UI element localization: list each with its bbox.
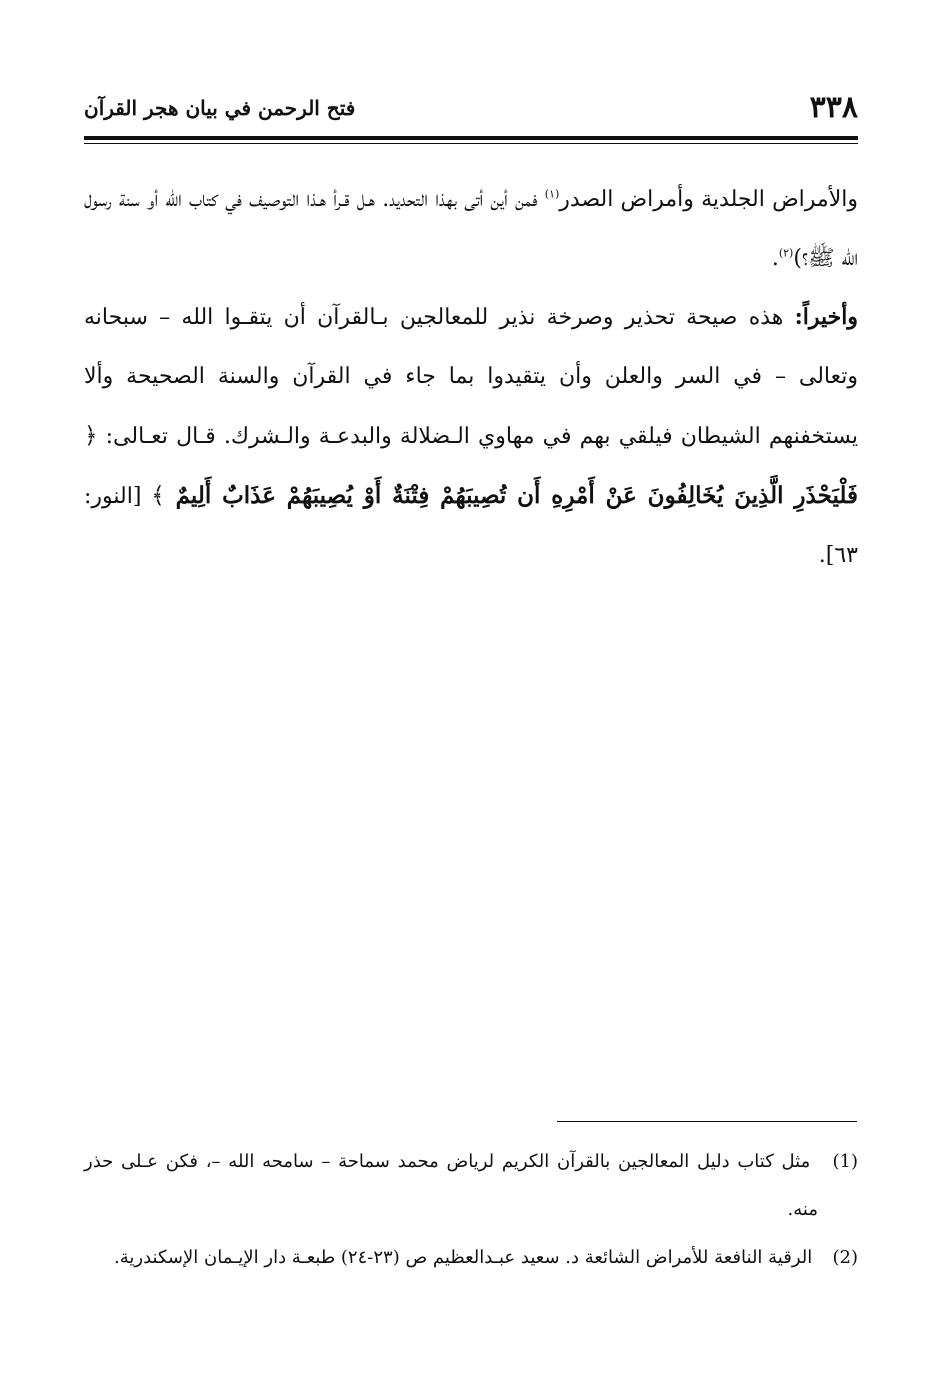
paragraph-1 — [84, 170, 858, 288]
footnote-2-number: (2) — [832, 1247, 858, 1268]
footnote-ref-2: (٢) — [778, 246, 794, 260]
paragraph-2-text: هذه صيحة تحذير وصرخة نذير للمعالجين بـالقرآن أن يتقـوا الله – سبحانه وتعالى – في السر والعلن وأن يتقيدوا بما جاء في القرآن والسنة الصحيحة وألا يستخفنهم الشيطان فيلقي بهم في مهاوي الـضلالة والبدعـة والـشرك. قـال تعـالى: — [84, 305, 858, 449]
paragraph-1-text: والأمراض الجلدية وأمراض الصدر — [559, 187, 858, 212]
footnote-1-text: مثل كتاب دليل المعالجين بالقرآن الكريم لرياض محمد سماحة – سامحه الله –، فكن عـلى حذر منه. — [84, 1151, 818, 1220]
footnote-2-text: الرقية النافعة للأمراض الشائعة د. سعيد عبـدالعظيم ص (٢٣-٢٤) طبعـة دار الإيـمان الإسكندرية. — [114, 1247, 813, 1268]
quran-verse: فَلْيَحْذَرِ الَّذِينَ يُخَالِفُونَ عَنْ أَمْرِهِ أَن تُصِيبَهُمْ فِتْنَةٌ أَوْ يُصِيبَهُمْ عَذَابٌ أَلِيمٌ — [175, 482, 858, 509]
footnote-ref-1: (١) — [544, 187, 560, 201]
footnote-2 — [84, 1234, 858, 1282]
footnote-separator — [557, 1121, 857, 1122]
paragraph-1-end: . — [771, 246, 779, 271]
footnotes — [84, 1138, 858, 1282]
page-header — [84, 88, 858, 132]
footnote-1 — [84, 1138, 858, 1234]
footnote-1-number: (1) — [832, 1151, 858, 1172]
page-number: ٣٣٨ — [809, 90, 858, 125]
header-rule-thin — [84, 143, 858, 144]
verse-citation: [النور: ٦٣]. — [84, 484, 858, 568]
running-title: فتح الرحمن في بيان هجر القرآن — [84, 96, 356, 120]
verse-close-bracket: ﴾ — [151, 483, 165, 509]
paragraph-2 — [84, 288, 858, 585]
main-text — [84, 170, 858, 585]
paragraph-1-text-2: فمن أين أتى بهذا التحديد. هـل قـرأ هـذا التوصيف في كتاب الله أو سنة رسول الله ﷺ؟) — [84, 187, 858, 271]
verse-open-bracket: ﴿ — [84, 423, 98, 449]
header-rule-thick — [84, 136, 858, 140]
paragraph-2-lead-word: وأخيراً: — [794, 304, 858, 330]
